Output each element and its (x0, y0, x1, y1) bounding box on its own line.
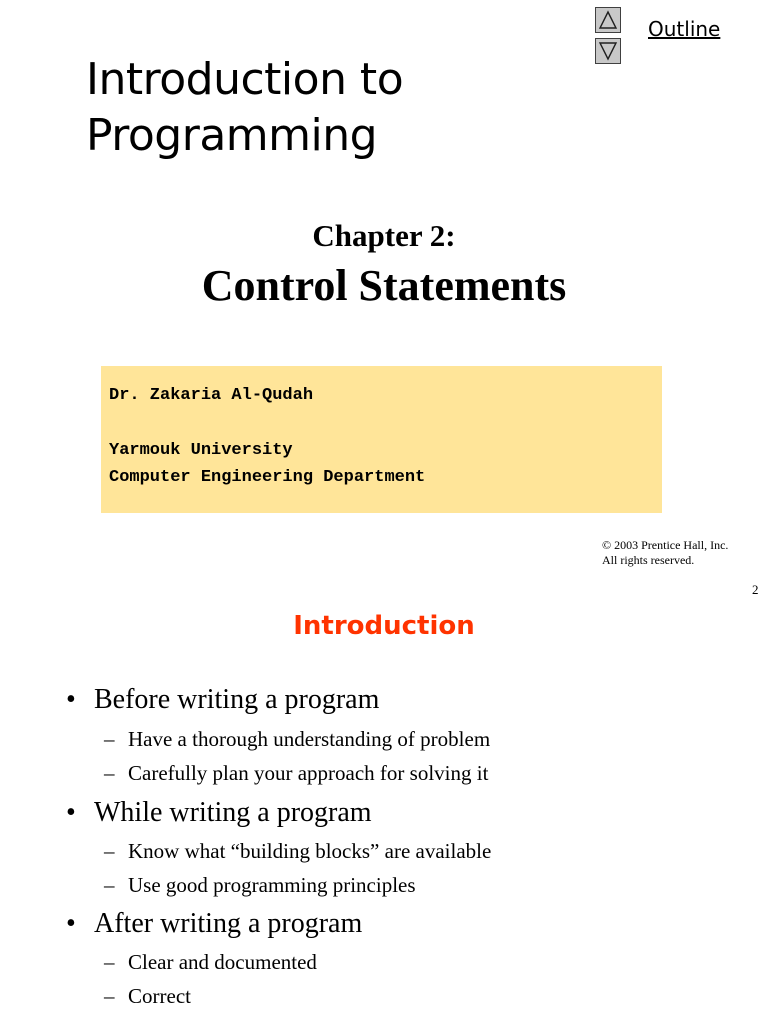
dash-symbol: – (104, 984, 115, 1008)
bullet-symbol: • (66, 684, 76, 715)
sub-bullet-text: Have a thorough understanding of problem (128, 727, 491, 751)
course-title (86, 52, 586, 164)
outline-link[interactable]: Outline (648, 17, 721, 41)
section-title: Introduction (293, 611, 475, 641)
previous-slide-button[interactable] (595, 7, 621, 33)
sub-bullet-item (104, 839, 491, 864)
chapter-label: Chapter 2: (312, 218, 456, 253)
dash-symbol: – (104, 727, 115, 751)
next-slide-button[interactable] (595, 38, 621, 64)
sub-bullet-text: Correct (128, 984, 191, 1008)
chapter-title: Control Statements (201, 261, 567, 310)
copyright-notice (602, 538, 728, 568)
sub-bullet-item (104, 761, 488, 786)
bullet-item (66, 797, 372, 829)
author-university: Yarmouk University (109, 441, 293, 460)
dash-symbol: – (104, 873, 115, 897)
course-title-line-2: Programming (86, 110, 378, 161)
page-number: 2 (752, 582, 759, 597)
sub-bullet-text: Carefully plan your approach for solving it (128, 761, 489, 785)
triangle-up-icon (598, 10, 618, 30)
sub-bullet-item (104, 727, 490, 752)
bullet-symbol: • (66, 908, 76, 939)
triangle-down-icon (598, 41, 618, 61)
sub-bullet-item (104, 984, 191, 1009)
bullet-item (66, 684, 379, 716)
dash-symbol: – (104, 950, 115, 974)
author-info-box (101, 366, 662, 513)
sub-bullet-text: Clear and documented (128, 950, 317, 974)
course-title-line-1: Introduction to (86, 54, 404, 105)
bullet-text: After writing a program (94, 908, 363, 939)
bullet-item (66, 908, 362, 940)
dash-symbol: – (104, 761, 115, 785)
author-department: Computer Engineering Department (109, 468, 426, 487)
author-name: Dr. Zakaria Al-Qudah (109, 386, 314, 405)
dash-symbol: – (104, 839, 115, 863)
sub-bullet-item (104, 950, 317, 975)
copyright-line-2: All rights reserved. (602, 553, 695, 567)
bullet-symbol: • (66, 797, 76, 828)
sub-bullet-text: Use good programming principles (128, 873, 416, 897)
bullet-text: While writing a program (94, 797, 372, 828)
copyright-line-1: © 2003 Prentice Hall, Inc. (602, 538, 729, 552)
sub-bullet-item (104, 873, 416, 898)
bullet-text: Before writing a program (94, 684, 380, 715)
sub-bullet-text: Know what “building blocks” are available (128, 839, 492, 863)
